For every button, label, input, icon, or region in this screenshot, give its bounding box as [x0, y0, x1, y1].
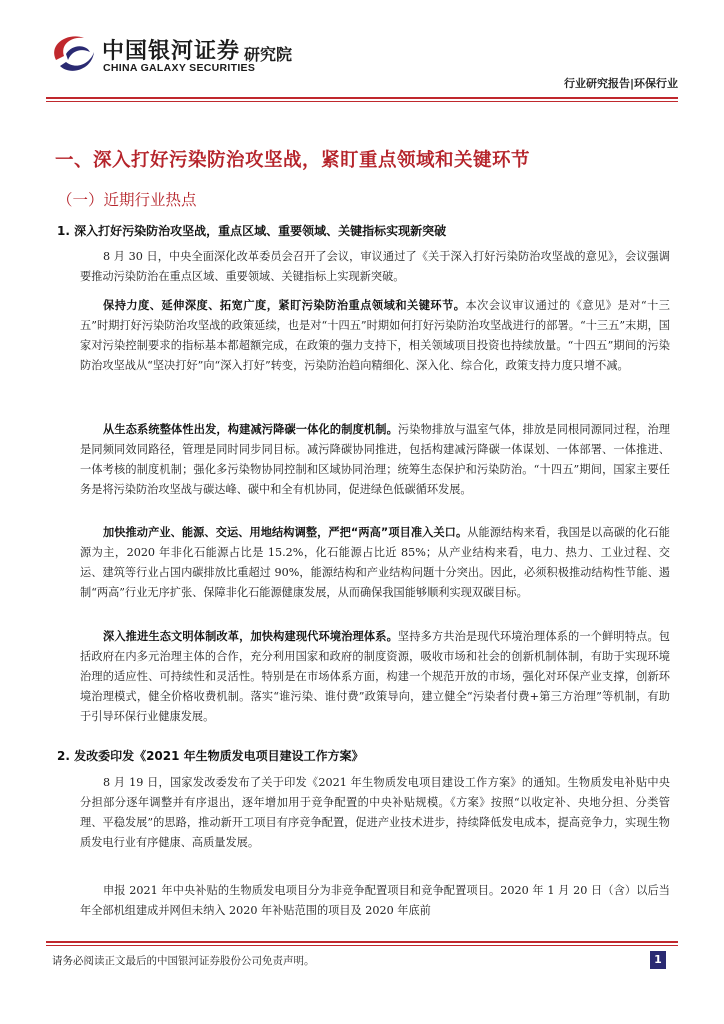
paragraph: 申报 2021 年中央补贴的生物质发电项目分为非竞争配置项目和竞争配置项目。2020 年 1 月 20 日（含）以后当年全部机组建成并网但未纳入 2020 年补贴范围的项目及 2020 年底前	[80, 884, 670, 917]
section-title: 一、深入打好污染防治攻坚战，紧盯重点领域和关键环节	[55, 150, 531, 171]
item-heading-1: 1. 深入打好污染防治攻坚战，重点区域、重要领域、关键指标实现新突破	[57, 224, 447, 238]
disclaimer-text: 请务必阅读正文最后的中国银河证券股份公司免责声明。	[52, 955, 315, 967]
institute-label: 研究院	[244, 45, 293, 64]
paragraph: 加快推动产业、能源、交运、用地结构调整，严把“两高”项目准入关口。从能源结构来看，我国是以高碳的化石能源为主，2020 年非化石能源占比是 15.2%，化石能源占比近 85%；从产业结构来看，电力、热力、工业过程、交运、建筑等行业占国内碳排放比重超过 90%，能源结构和产业结构问题十分突出。因此，必须积极推动结构性节能、遏制“两高”行业无序扩张、保障非化石能源健康发展，从而确保我国能够顺利实现双碳目标。	[80, 526, 670, 599]
section-subtitle: （一）近期行业热点	[57, 191, 197, 209]
header-rule-thin	[46, 101, 678, 102]
paragraph: 从生态系统整体性出发，构建减污降碳一体化的制度机制。污染物排放与温室气体，排放是同根同源同过程，治理是同频同效同路径，管理是同时同步同目标。减污降碳协同推进，包括构建减污降碳一体谋划、一体部署、一体推进、一体考核的制度机制；强化多污染物协同控制和区域协同治理；统筹生态保护和污染防治。“十四五”期间，国家主要任务是将污染防治攻坚战与碳达峰、碳中和全有机协同，促进绿色低碳循环发展。	[80, 423, 670, 496]
paragraph: 8 月 30 日，中央全面深化改革委员会召开了会议，审议通过了《关于深入打好污染防治攻坚战的意见》，会议强调要推动污染防治在重点区域、重要领域、关键指标上实现新突破。	[80, 250, 670, 283]
paragraph: 保持力度、延伸深度、拓宽广度，紧盯污染防治重点领域和关键环节。本次会议审议通过的《意见》是对“十三五”时期打好污染防治攻坚战的政策延续，也是对“十四五”时期如何打好污染防治攻坚战进行的部署。“十三五”末期，国家对污染控制要求的指标基本都超额完成，在政策的强力支持下，相关领域项目投资也持续放量。“十四五”期间的污染防治攻坚战从“坚决打好”向“深入打好”转变，污染防治趋向精细化、深入化、综合化，政策支持力度只增不减。	[80, 299, 670, 372]
footer-rule-thin	[46, 945, 678, 946]
report-type-label: 行业研究报告|环保行业	[563, 77, 678, 90]
paragraph: 深入推进生态文明体制改革，加快构建现代环境治理体系。坚持多方共治是现代环境治理体系的一个鲜明特点。包括政府在内多元治理主体的合作，充分利用国家和政府的制度资源，吸收市场和社会的创新机制体制，有助于实现环境治理的适应性、可持续性和灵活性。特别是在市场体系方面，构建一个规范开放的市场，强化对环保产业支撑，创新环境治理模式，健全价格收费机制。落实“谁污染、谁付费”政策导向，建立健全“污染者付费+第三方治理”等机制，有助于引导环保行业健康发展。	[80, 630, 670, 723]
brand-name-en: CHINA GALAXY SECURITIES	[103, 62, 256, 74]
footer-rule	[46, 941, 678, 943]
page-number: 1	[650, 951, 666, 969]
brand-name-cn: 中国银河证券	[102, 39, 241, 64]
header-rule	[46, 97, 678, 99]
galaxy-logo-icon	[46, 30, 98, 78]
item-heading-2: 2. 发改委印发《2021 年生物质发电项目建设工作方案》	[57, 749, 364, 763]
paragraph: 8 月 19 日，国家发改委发布了关于印发《2021 年生物质发电项目建设工作方案》的通知。生物质发电补贴中央分担部分逐年调整并有序退出，逐年增加用于竞争配置的中央补贴规模。《方案》按照“以收定补、央地分担、分类管理、平稳发展”的思路，推动新开工项目有序竞争配置，促进产业技术进步，持续降低发电成本，提高竞争力，实现生物质发电行业有序健康、高质量发展。	[80, 776, 670, 849]
